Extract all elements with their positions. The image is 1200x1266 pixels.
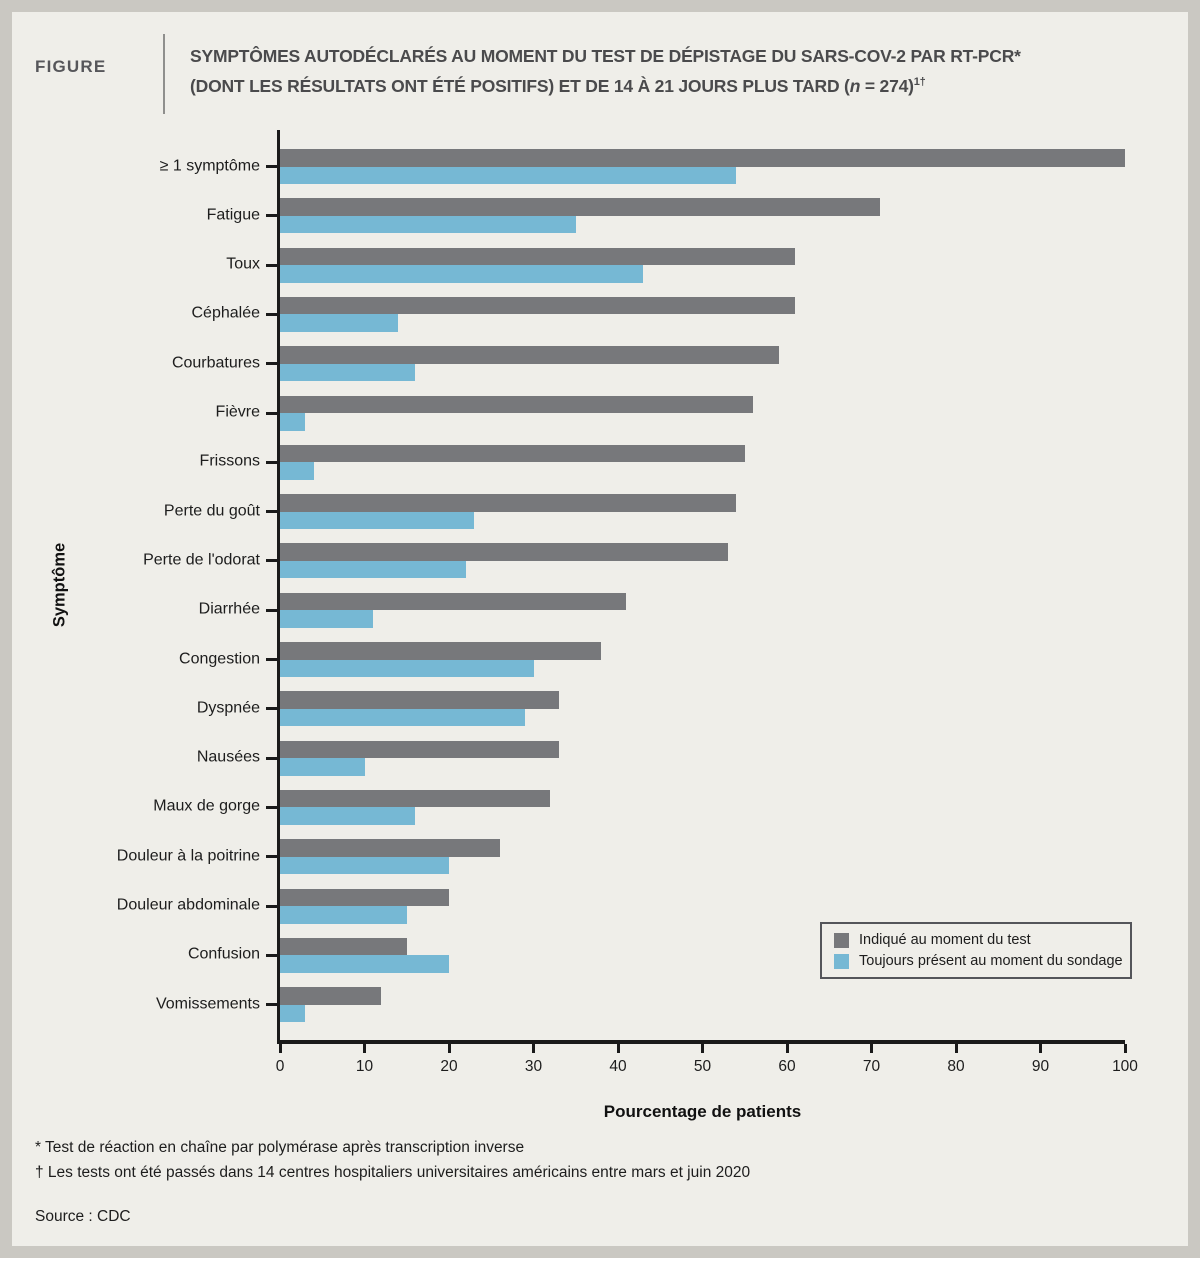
- category-label: Diarrhée: [198, 600, 260, 618]
- footnotes: [35, 1136, 750, 1185]
- x-axis-tick: [786, 1044, 789, 1053]
- x-tick-label: 40: [609, 1058, 627, 1075]
- category-label: Courbatures: [171, 354, 260, 372]
- bar-indique-au-test: [280, 297, 795, 315]
- legend-label: Indiqué au moment du test: [859, 932, 1031, 948]
- y-axis-tick: [266, 806, 277, 809]
- bar-present-au-sondage: [280, 955, 449, 973]
- category-label: ≥ 1 symptôme: [159, 156, 260, 174]
- y-axis-tick: [266, 757, 277, 760]
- y-axis-tick: [266, 1003, 277, 1006]
- legend-swatch: [834, 954, 849, 969]
- y-axis-tick: [266, 313, 277, 316]
- x-axis-tick: [955, 1044, 958, 1053]
- y-axis-tick: [266, 707, 277, 710]
- category-label: Perte du goût: [163, 502, 260, 520]
- x-axis-tick: [363, 1044, 366, 1053]
- category-label: Céphalée: [191, 304, 260, 322]
- x-tick-label: 20: [440, 1058, 458, 1075]
- bar-indique-au-test: [280, 691, 559, 709]
- category-label: Douleur à la poitrine: [116, 847, 260, 865]
- bar-indique-au-test: [280, 593, 626, 611]
- x-tick-label: 90: [1031, 1058, 1050, 1075]
- plot-area: [116, 130, 1138, 1121]
- bar-present-au-sondage: [280, 167, 736, 185]
- category-label: Perte de l'odorat: [143, 551, 260, 569]
- footnote-dagger: † Les tests ont été passés dans 14 centres hospitaliers universitaires américains entre mars et juin 2020: [35, 1163, 751, 1181]
- x-tick-label: 60: [778, 1058, 796, 1075]
- bar-present-au-sondage: [280, 462, 314, 480]
- category-label: Maux de gorge: [153, 797, 260, 815]
- x-tick-label: 0: [275, 1058, 285, 1075]
- footnote-asterisk: * Test de réaction en chaîne par polymérase après transcription inverse: [35, 1139, 525, 1156]
- y-axis-tick: [266, 214, 277, 217]
- category-label: Congestion: [179, 649, 260, 667]
- y-axis-tick: [266, 954, 277, 957]
- y-axis-tick: [266, 855, 277, 858]
- category-label: Fièvre: [215, 403, 260, 421]
- y-axis-tick: [266, 510, 277, 513]
- bar-indique-au-test: [280, 642, 601, 660]
- bar-present-au-sondage: [280, 413, 305, 431]
- x-axis-tick: [870, 1044, 873, 1053]
- y-axis-tick: [266, 412, 277, 415]
- bar-indique-au-test: [280, 346, 779, 364]
- header-divider: [163, 34, 165, 114]
- bar-present-au-sondage: [280, 1005, 305, 1023]
- figure-panel: [12, 12, 1188, 1246]
- bar-present-au-sondage: [280, 364, 415, 382]
- legend-item: [834, 932, 1118, 948]
- x-axis-tick: [1124, 1044, 1127, 1053]
- figure-title: [190, 43, 1150, 99]
- legend-label: Toujours présent au moment du sondage: [859, 953, 1123, 969]
- y-axis-tick: [266, 362, 277, 365]
- y-axis-title: Symptôme: [50, 542, 69, 628]
- x-tick-label: 80: [947, 1058, 965, 1075]
- category-label: Nausées: [196, 748, 260, 766]
- y-axis-tick: [266, 165, 277, 168]
- title-n-italic: n: [849, 75, 861, 96]
- bar-present-au-sondage: [280, 807, 415, 825]
- x-axis-tick: [448, 1044, 451, 1053]
- bar-present-au-sondage: [280, 857, 449, 875]
- y-axis-tick: [266, 609, 277, 612]
- bar-indique-au-test: [280, 987, 381, 1005]
- x-tick-label: 70: [862, 1058, 881, 1075]
- bar-present-au-sondage: [280, 660, 534, 678]
- bar-indique-au-test: [280, 741, 559, 759]
- bar-present-au-sondage: [280, 758, 365, 776]
- x-axis-tick: [701, 1044, 704, 1053]
- bar-indique-au-test: [280, 494, 736, 512]
- bar-present-au-sondage: [280, 265, 643, 283]
- x-axis-title: Pourcentage de patients: [603, 1102, 802, 1121]
- y-axis-tick: [266, 658, 277, 661]
- bar-indique-au-test: [280, 396, 753, 414]
- bar-present-au-sondage: [280, 610, 373, 628]
- bar-present-au-sondage: [280, 314, 398, 332]
- category-label: Dyspnée: [196, 699, 260, 717]
- bar-present-au-sondage: [280, 709, 525, 727]
- x-tick-label: 30: [524, 1058, 543, 1075]
- bar-indique-au-test: [280, 938, 407, 956]
- bar-indique-au-test: [280, 543, 728, 561]
- y-axis-tick: [266, 264, 277, 267]
- source-note: Source : CDC: [35, 1208, 131, 1225]
- x-axis-tick: [617, 1044, 620, 1053]
- category-label: Vomissements: [155, 995, 260, 1013]
- x-tick-label: 100: [1112, 1058, 1138, 1075]
- legend: [820, 922, 1132, 979]
- x-tick-label: 10: [355, 1058, 374, 1075]
- bar-indique-au-test: [280, 889, 449, 907]
- bar-indique-au-test: [280, 198, 880, 216]
- legend-swatch: [834, 933, 849, 948]
- y-axis-tick: [266, 905, 277, 908]
- bar-indique-au-test: [280, 445, 745, 463]
- category-label: Confusion: [187, 945, 260, 963]
- category-label: Fatigue: [206, 206, 260, 224]
- figure-title-line2: (DONT LES RÉSULTATS ONT ÉTÉ POSITIFS) ET DE 14 À 21 JOURS PLUS TARD (n = 274)$^{1\dagger}$: [190, 75, 926, 96]
- bar-indique-au-test: [280, 149, 1125, 167]
- bar-indique-au-test: [280, 790, 550, 808]
- figure-label: FIGURE: [35, 57, 107, 76]
- bar-indique-au-test: [280, 248, 795, 266]
- y-axis-tick: [266, 559, 277, 562]
- bar-present-au-sondage: [280, 906, 407, 924]
- legend-item: [834, 953, 1123, 969]
- x-axis-tick: [1039, 1044, 1042, 1053]
- bar-present-au-sondage: [280, 561, 466, 579]
- x-axis-tick: [532, 1044, 535, 1053]
- category-label: Frissons: [199, 452, 260, 470]
- category-label: Toux: [226, 255, 260, 273]
- figure-title-line1: SYMPTÔMES AUTODÉCLARÉS AU MOMENT DU TEST DE DÉPISTAGE DU SARS-COV-2 PAR RT-PCR*: [190, 46, 1021, 66]
- y-axis-tick: [266, 461, 277, 464]
- bar-present-au-sondage: [280, 216, 576, 234]
- bar-present-au-sondage: [280, 512, 474, 530]
- bar-indique-au-test: [280, 839, 500, 857]
- x-axis-tick: [279, 1044, 282, 1053]
- title-superscript: 1†: [913, 76, 926, 88]
- x-tick-label: 50: [693, 1058, 712, 1075]
- category-label: Douleur abdominale: [116, 896, 260, 914]
